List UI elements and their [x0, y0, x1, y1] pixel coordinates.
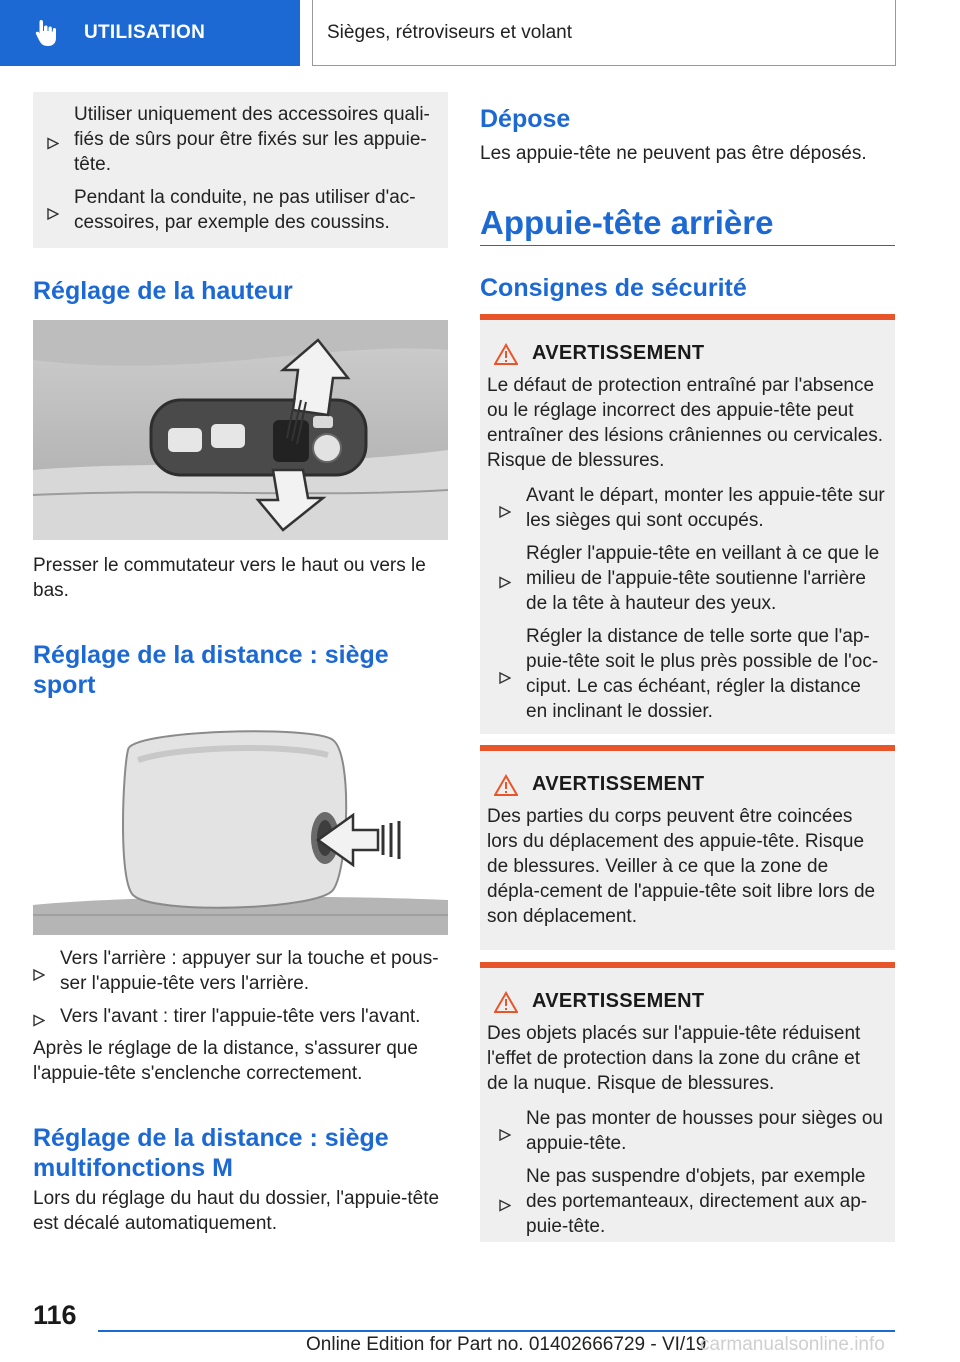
- multifunction-seat-text: Lors du réglage du haut du dossier, l'appuie-tête est décalé automatiquement.: [33, 1188, 440, 1234]
- multifunction-seat-heading: Réglage de la distance : siège multifonctions M: [33, 1124, 389, 1182]
- list-item: Régler la distance de telle sorte que l'ap‐puie-tête soit le plus près possible de l'oc‐ciput. Le cas échéant, régler la distance en inclinant le dossier.: [499, 624, 885, 724]
- sport-seat-note: Après le réglage de la distance, s'assurer que l'appuie-tête s'enclenche correctement.: [33, 1038, 418, 1084]
- rear-headrest-heading: Appuie-tête arrière: [480, 204, 774, 241]
- warning-box: [480, 745, 895, 950]
- list-item: Pendant la conduite, ne pas utiliser d'ac‐cessoires, par exemple des coussins.: [47, 185, 430, 235]
- warning-label: AVERTISSEMENT: [532, 773, 705, 795]
- chapter-header: [312, 0, 896, 66]
- list-item: Régler l'appuie-tête en veillant à ce que le milieu de l'appuie-tête soutienne l'arrière de la tête à hauteur des yeux.: [499, 541, 885, 616]
- seat-switch-illustration: [33, 320, 448, 545]
- bullet-triangle-icon: [499, 491, 511, 533]
- warning-text: Des parties du corps peuvent être coincées lors du déplacement des appuie-tête. Risque de blessures. Veiller à ce que la zone de dépla‐cement de l'appuie-tête soit libre lors de son déplacement.: [487, 806, 876, 927]
- list-item: Vers l'arrière : appuyer sur la touche et pous‐ser l'appuie-tête vers l'arrière.: [33, 946, 448, 996]
- bullet-triangle-icon: [47, 110, 59, 177]
- headrest-illustration: [33, 720, 448, 940]
- list-item: Vers l'avant : tirer l'appuie-tête vers l'avant.: [33, 1004, 448, 1029]
- warning-text: Le défaut de protection entraîné par l'absence ou le réglage incorrect des appuie-tête peut entraîner des lésions crâniennes ou cervicales. Risque de blessures.: [487, 375, 884, 471]
- height-adjust-text: Presser le commutateur vers le haut ou vers le bas.: [33, 555, 426, 601]
- warning-triangle-icon: [494, 774, 518, 796]
- bullet-triangle-icon: [33, 1012, 45, 1029]
- warning-label: AVERTISSEMENT: [532, 990, 705, 1012]
- removal-text: Les appuie-tête ne peuvent pas être déposés.: [480, 143, 867, 164]
- list-item: Ne pas suspendre d'objets, par exemple des portemanteaux, directement aux ap‐puie-tête.: [499, 1164, 885, 1239]
- bullet-triangle-icon: [499, 632, 511, 724]
- footer-rule: [98, 1330, 895, 1332]
- bullet-triangle-icon: [499, 1172, 511, 1239]
- height-adjust-heading: Réglage de la hauteur: [33, 277, 293, 305]
- bullet-triangle-icon: [499, 549, 511, 616]
- section-tab: [0, 0, 300, 66]
- section-title: UTILISATION: [84, 22, 206, 43]
- bullet-triangle-icon: [499, 1114, 511, 1156]
- removal-heading: Dépose: [480, 105, 571, 133]
- list-item: Ne pas monter de housses pour sièges ou appuie-tête.: [499, 1106, 885, 1156]
- warning-text: Des objets placés sur l'appuie-tête réduisent l'effet de protection dans la zone du crâne et de la nuque. Risque de blessures.: [487, 1023, 861, 1094]
- accessory-notes-box: [33, 92, 448, 248]
- warning-triangle-icon: [494, 991, 518, 1013]
- sport-seat-heading: Réglage de la distance : siège sport: [33, 641, 389, 699]
- warning-box: [480, 962, 895, 1242]
- warning-box: [480, 314, 895, 734]
- list-item: Avant le départ, monter les appuie-tête sur les sièges qui sont occupés.: [499, 483, 885, 533]
- watermark-text: carmanualsonline.info: [700, 1334, 885, 1355]
- safety-heading: Consignes de sécurité: [480, 274, 747, 302]
- rear-headrest-heading-wrap: [480, 203, 895, 246]
- bullet-triangle-icon: [47, 193, 59, 235]
- bullet-triangle-icon: [33, 954, 45, 996]
- page-number: 116: [33, 1300, 77, 1330]
- edition-text: Online Edition for Part no. 01402666729 - VI/19: [306, 1334, 707, 1355]
- warning-triangle-icon: [494, 343, 518, 365]
- list-item: Utiliser uniquement des accessoires quali‐fiés de sûrs pour être fixés sur les appuie-tête.: [47, 102, 430, 177]
- chapter-title: Sièges, rétroviseurs et volant: [327, 21, 573, 43]
- sport-seat-steps: [33, 946, 448, 1029]
- hand-icon: [32, 18, 62, 48]
- warning-label: AVERTISSEMENT: [532, 342, 705, 364]
